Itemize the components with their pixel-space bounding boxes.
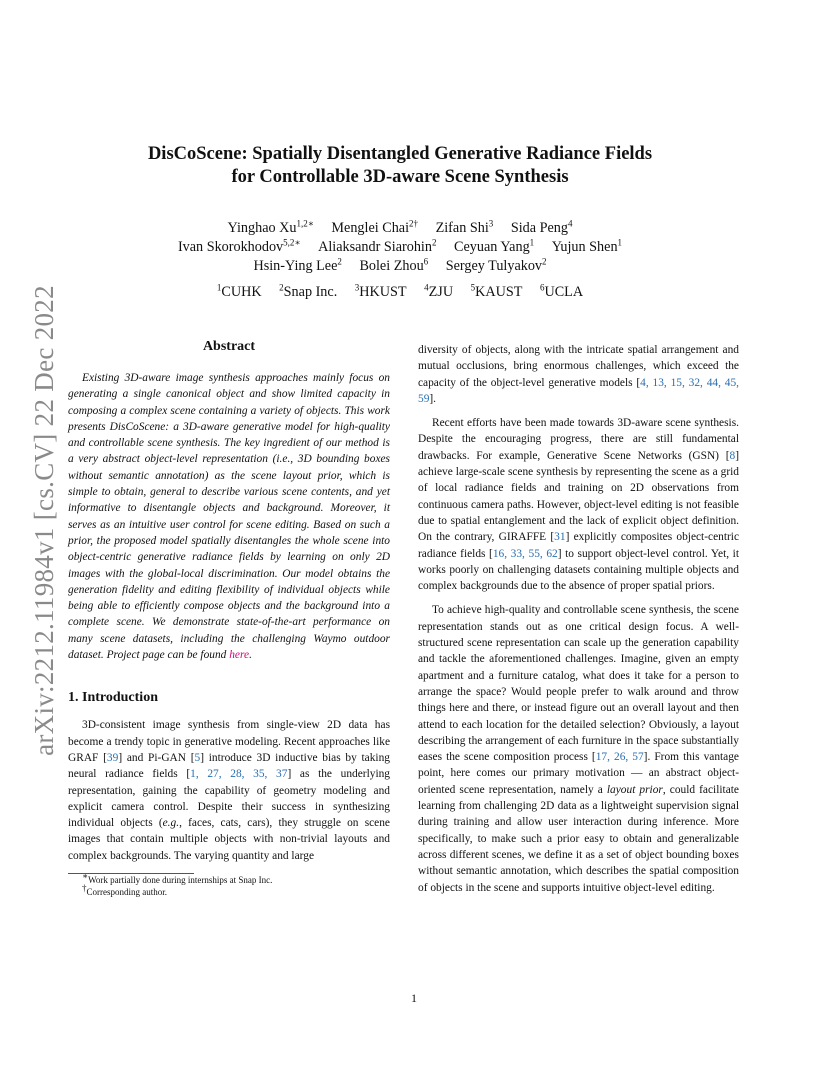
citation-link[interactable]: 31 bbox=[554, 531, 566, 544]
right-paragraph-1: diversity of objects, along with the intricate spatial arrangement and mutual occlusions, bring enormous challenges, which exceed the capacity of the object-level generative models [4, 13, 15, 32, 44, 45, 59]. bbox=[418, 344, 739, 405]
citation-link[interactable]: 4, 13, 15, 32, 44, 45, 59 bbox=[418, 376, 739, 405]
arxiv-stamp bbox=[22, 285, 66, 755]
title-line-1: DisCoScene: Spatially Disentangled Generative Radiance Fields bbox=[147, 144, 653, 164]
author: Menglei Chai$^{2\dagger}$ bbox=[331, 218, 419, 236]
author: Aliaksandr Siarohin$^2$ bbox=[318, 237, 437, 255]
author-row-2 bbox=[100, 238, 700, 257]
citation-link[interactable]: 8 bbox=[729, 449, 736, 462]
abstract-heading: Abstract bbox=[202, 339, 256, 354]
right-paragraph-2: Recent efforts have been made towards 3D-aware scene synthesis. Despite the encouraging progress, there are still fundamental drawbacks. For example, Generative Scene Networks (GSN) [8] achieve large-scale scene synthesis by representing the scene as a grid of local radiance fields and training on 2D observations from continuous camera paths. However, object-level editing is not feasible due to spatial entanglement and the lack of explicit object definition. On the contrary, GIRAFFE [31] explicitly composites object-centric radiance fields [16, 33, 55, 62] to support object-level control. Yet, it works poorly on challenging datasets containing multiple objects and complex backgrounds due to the absence of proper spatial priors. bbox=[418, 417, 739, 593]
author-list bbox=[100, 219, 700, 276]
author: Ivan Skorokhodov$^{5,2∗}$ bbox=[177, 237, 301, 255]
arxiv-id-text: arXiv:2212.11984v1 [cs.CV] 22 Dec 2022 bbox=[28, 284, 59, 756]
citation-link[interactable]: 39 bbox=[106, 751, 119, 764]
citation-link[interactable]: 17, 26, 57 bbox=[595, 751, 644, 764]
citation-link[interactable]: 1, 27, 28, 35, 37 bbox=[190, 768, 288, 781]
author: Yujun Shen$^1$ bbox=[551, 237, 623, 255]
section-heading-introduction: 1. Introduction bbox=[68, 690, 158, 706]
author: Sida Peng$^4$ bbox=[510, 218, 573, 236]
author: Hsin-Ying Lee$^2$ bbox=[253, 256, 342, 274]
footnote-1: ∗Work partially done during internships at Snap Inc. bbox=[82, 871, 273, 886]
title-line-2: for Controllable 3D-aware Scene Synthesis bbox=[231, 167, 569, 187]
author: Bolei Zhou$^6$ bbox=[359, 256, 429, 274]
author: Sergey Tulyakov$^2$ bbox=[445, 256, 547, 274]
affiliation: $^3$HKUST bbox=[354, 282, 407, 300]
author: Zifan Shi$^3$ bbox=[435, 218, 494, 236]
author-row-1 bbox=[100, 219, 700, 238]
author-row-3 bbox=[100, 257, 700, 276]
paper-title bbox=[100, 143, 700, 189]
abstract-text: Existing 3D-aware image synthesis approaches mainly focus on generating a single canonical object and show limited capacity in composing a complex scene containing a variety of objects. This work presents DisCoScene: a 3D-aware generative model for high-quality and controllable scene synthesis. The key ingredient of our method is a very abstract object-level representation (i.e., 3D bounding boxes without semantic annotation) as the scene layout prior, which is simple to obtain, general to describe various scene contents, and yet informative to disentangle objects and background. Moreover, it serves as an intuitive user control for scene editing. Based on such a prior, the proposed model spatially disentangles the whole scene into object-centric generative radiance fields by learning on only 2D images with the global-local discrimination. Our model obtains the generation fidelity and editing flexibility of individual objects while being able to efficiently compose objects and the background into a complete scene. We demonstrate state-of-the-art performance on many scene datasets, including the challenging Waymo outdoor dataset. Project page can be found here. bbox=[68, 372, 390, 662]
right-paragraph-3: To achieve high-quality and controllable scene synthesis, the scene representation stands out as one critical design focus. A well-structured scene representation can scale up the generation capability and tackle the aforementioned challenges. Imagine, given an empty apartment and a furniture catalog, what does it take for a person to arrange the space? Would people prefer to walk around and throw things here and there, or instead figure out an overall layout and then attend to each location for the detailed selection? Obviously, a layout describing the arrangement of each furniture in the space substantially eases the scene composition process [17, 26, 57]. From this vantage point, here comes our primary motivation — an abstract object-oriented scene representation, namely a layout prior, could facilitate learning from challenging 2D data as a lightweight supervision signal during training and allow user interaction during inference. More specifically, to make such a prior easy to obtain and generalizable across different scenes, we define it as a set of object bounding boxes without semantic annotation, which describes the spatial composition of objects in the scene and supports intuitive object-level editing. bbox=[418, 604, 739, 894]
affiliation: $^4$ZJU bbox=[424, 282, 454, 300]
citation-link[interactable]: 16, 33, 55, 62 bbox=[492, 547, 558, 560]
left-column bbox=[68, 338, 390, 898]
author: Yinghao $Xu^{1,2∗}$ bbox=[227, 218, 314, 236]
project-page-link[interactable]: here bbox=[229, 649, 250, 662]
right-column bbox=[418, 342, 739, 904]
affiliation: $^1$CUHK bbox=[216, 282, 262, 300]
affiliation: $^5$KAUST bbox=[470, 282, 523, 300]
affiliation: $^2$Snap Inc. bbox=[279, 282, 338, 300]
page-number: 1 bbox=[411, 991, 417, 1005]
affiliation: $^6$UCLA bbox=[539, 282, 584, 300]
citation-link[interactable]: 5 bbox=[194, 751, 201, 764]
author: Ceyuan Yang$^1$ bbox=[454, 237, 535, 255]
intro-paragraph-1: 3D-consistent image synthesis from single-view 2D data has become a trendy topic in generative modeling. Recent approaches like GRAF [39] and Pi-GAN [5] introduce 3D inductive bias by taking neural radiance fields [1, 27, 28, 35, 37] as the underlying representation, gaining the capability of geometry modeling and explicit camera control. Despite their success in synthesizing individual objects (e.g., faces, cats, cars), they struggle on scene images that contain multiple objects with non-trivial layouts and complex backgrounds. The varying quantity and large bbox=[68, 719, 390, 862]
affiliations bbox=[100, 284, 700, 301]
footnote-2: †Corresponding author. bbox=[82, 883, 167, 898]
